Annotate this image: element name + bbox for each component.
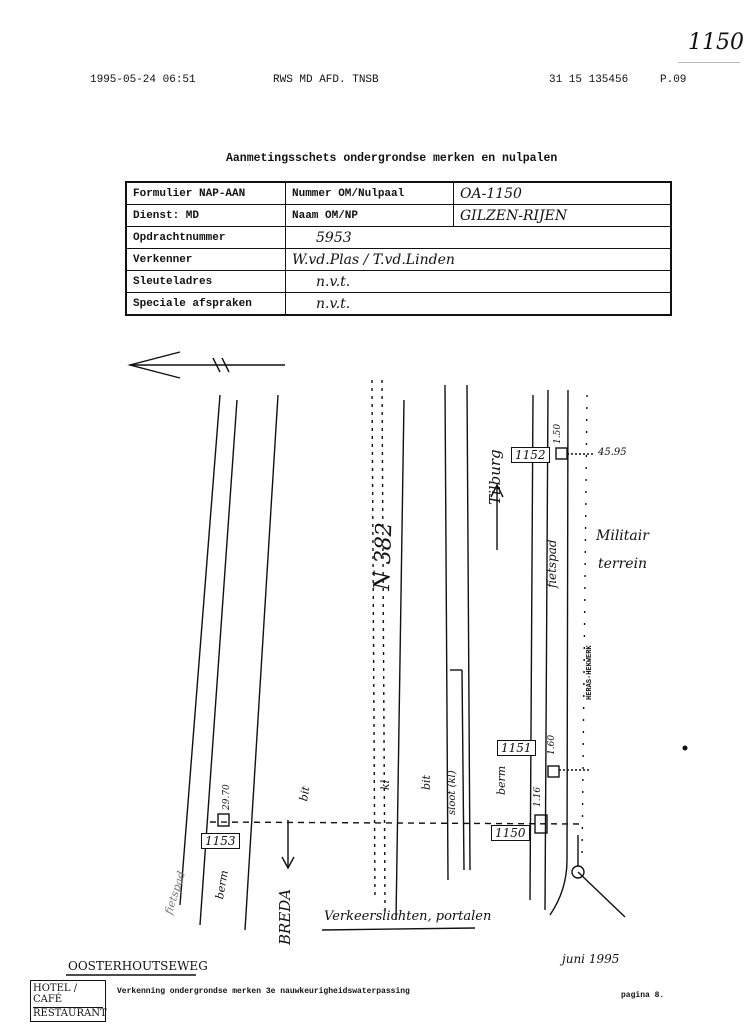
fence-line (582, 395, 587, 860)
form-label: Dienst: MD (126, 205, 286, 227)
handwritten-page-number: 1150 (688, 30, 744, 55)
road-centre-dashed (372, 380, 375, 900)
mark-extra: 45.95 (598, 447, 627, 458)
form-value: n.v.t. (286, 293, 672, 316)
form-label: Verkenner (126, 249, 286, 271)
form-mid-label: Nummer OM/Nulpaal (286, 182, 454, 205)
dot (683, 746, 688, 751)
mark-id-box: 1152 (511, 447, 550, 463)
hotel-box (30, 980, 106, 1022)
footer-page: pagina 8. (621, 991, 665, 1000)
lane-bit-label: bit (420, 775, 433, 790)
sloot-line (462, 670, 464, 870)
road-edge-line (396, 400, 404, 920)
form-label: Speciale afspraken (126, 293, 286, 316)
mark-distance: 1.50 (553, 423, 563, 444)
form-mid-label: Naam OM/NP (286, 205, 454, 227)
mark-id-box: 1153 (201, 833, 240, 849)
mark-id-box: 1150 (491, 825, 530, 841)
direction-south-label: BREDA (276, 888, 294, 945)
form-label: Formulier NAP-AAN (126, 182, 286, 205)
mark-distance: 29.70 (222, 784, 232, 810)
sloot-label: sloot (kl) (447, 770, 458, 815)
form-value: OA-1150 (454, 182, 672, 205)
hotel-box-line: RESTAURANT (33, 1008, 107, 1019)
fax-sender: RWS MD AFD. TNSB (273, 74, 379, 86)
form-label: Sleuteladres (126, 271, 286, 293)
page-title: Aanmetingsschets ondergrondse merken en nulpalen (226, 152, 558, 165)
underline (322, 928, 475, 930)
form-value: n.v.t. (286, 271, 672, 293)
mark-1152-icon (556, 448, 567, 459)
mark-1153-icon (218, 814, 229, 826)
road-centre-dashed (382, 380, 385, 910)
form-value: W.vd.Plas / T.vd.Linden (286, 249, 672, 271)
path-label: fietspad (545, 539, 559, 588)
traffic-note: Verkeerslichten, portalen (324, 909, 492, 924)
fax-phone: 31 15 135456 (549, 74, 629, 86)
berm-right-label: berm (495, 765, 508, 795)
date-note: juni 1995 (562, 952, 620, 966)
measure-line (210, 822, 580, 824)
area-label: Militair (596, 528, 649, 544)
fence-label: HERAS-HEKWERK (586, 645, 594, 700)
marker-line (578, 872, 625, 917)
road-edge-line (245, 395, 278, 930)
hotel-box-line: HOTEL / CAFÉ (33, 983, 78, 1005)
lane-bit-label: bit (297, 785, 313, 803)
road-edge-line (467, 385, 470, 870)
area-label: terrein (598, 556, 648, 572)
fax-page: P.09 (660, 74, 687, 86)
mark-distance: 1.60 (547, 734, 557, 755)
direction-north-label: Tilburg (486, 449, 504, 505)
lane-kl-label: kl (379, 779, 392, 790)
form-label: Opdrachtnummer (126, 227, 286, 249)
form-value: 5953 (286, 227, 672, 249)
footer-text: Verkenning ondergrondse merken 3e nauwkeurigheidswaterpassing (117, 987, 410, 996)
road-label: N 382 (370, 521, 398, 591)
bike-path-label: fietspad (162, 869, 189, 917)
berm-left-label: berm (213, 869, 231, 901)
fax-datetime: 1995-05-24 06:51 (90, 74, 196, 86)
mark-id-box: 1151 (497, 740, 536, 756)
form-value: GILZEN-RIJEN (454, 205, 672, 227)
mark-distance: 1.16 (533, 786, 543, 807)
street-name: OOSTERHOUTSEWEG (68, 959, 208, 973)
road-edge-line (180, 395, 220, 905)
mark-1151-icon (548, 766, 559, 777)
path-edge-line (550, 390, 568, 915)
